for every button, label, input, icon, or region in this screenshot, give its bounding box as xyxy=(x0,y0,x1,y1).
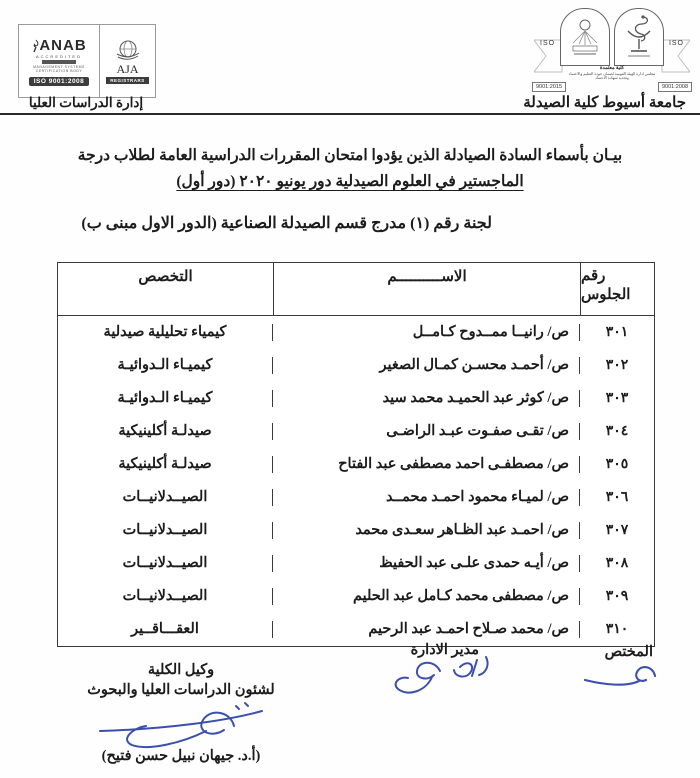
table-row xyxy=(58,580,654,613)
assiut-university-seal xyxy=(560,8,610,66)
aja-registrars-badge: REGISTRARS xyxy=(106,77,149,84)
statement-title-line2: الماجستير في العلوم الصيدلية دور يونيو ٢٠٢٠ (دور أول) xyxy=(176,173,524,190)
university-faculty-title: جامعة أسيوط كلية الصيدلة xyxy=(523,95,686,111)
table-row xyxy=(58,547,654,580)
vice-dean-name: (أ.د. جيهان نبيل حسن فتيح) xyxy=(101,748,261,764)
student-name: ص/ أيـه حمدى علـى عبد الحفيظ xyxy=(379,555,569,571)
seat-number: ٣٠٨ xyxy=(605,556,629,571)
iso-9001-badge: ISO 9001:2008 xyxy=(29,77,90,86)
table-row xyxy=(58,382,654,415)
vice-dean-block xyxy=(66,660,296,765)
table-row xyxy=(58,613,654,646)
iso-chips-row xyxy=(532,82,692,92)
student-name: ص/ أحمـد محسـن كمـال الصغير xyxy=(379,357,569,373)
student-name: ص/ تقـى صفـوت عبـد الراضـى xyxy=(386,423,569,439)
student-name: ص/ كوثر عبد الحميـد محمد سيد xyxy=(382,390,569,406)
bowl-of-hygieia-icon xyxy=(619,13,659,61)
specialization: الصيــدلانيــات xyxy=(122,522,208,538)
graduate-studies-department-title: إدارة الدراسات العليا xyxy=(28,95,144,110)
header-divider-line xyxy=(0,113,700,115)
seat-number: ٣٠٥ xyxy=(605,457,629,472)
seat-number-header: رقم الجلوس xyxy=(580,263,654,315)
specialist-signature-handwriting xyxy=(577,660,662,690)
globe-icon xyxy=(115,38,141,64)
emblem-small-text xyxy=(532,66,692,81)
committee-location-line: لجنة رقم (١) مدرج قسم الصيدلة الصناعية (الدور الاول مبنى ب) xyxy=(81,215,492,232)
specialization: كيميـاء الـدوائيـة xyxy=(117,357,213,373)
statement-title-line1: بيـان بأسماء السادة الصيادلة الذين يؤدوا امتحان المقررات الدراسية العامة لطلاب درجة xyxy=(77,147,623,164)
vice-dean-title-line2: لشئون الدراسات العليا والبحوث xyxy=(87,682,275,698)
anab-accredited-text: ACCREDITED xyxy=(35,53,82,59)
accredited-college-text: كلية معتمدة xyxy=(599,66,625,71)
iso-2008-chip: 9001:2008 xyxy=(658,82,692,92)
table-row xyxy=(58,316,654,349)
seat-number: ٣٠٣ xyxy=(605,391,629,406)
anab-wordmark: ANAB xyxy=(39,36,87,54)
iso-label-right: ISO xyxy=(668,40,684,47)
table-header-row xyxy=(58,263,654,316)
table-row xyxy=(58,481,654,514)
specialization-header: التخصص xyxy=(138,269,193,285)
seat-number: ٣٠٧ xyxy=(605,523,629,538)
vice-dean-signature-handwriting xyxy=(86,698,276,754)
anab-logo xyxy=(19,25,100,97)
table-row xyxy=(58,349,654,382)
iso-2015-chip: 9001:2015 xyxy=(532,82,566,92)
university-emblem xyxy=(532,4,692,96)
student-name: ص/ مصطفى محمد كـامل عبد الحليم xyxy=(352,588,569,604)
seat-number: ٣٠١ xyxy=(605,325,629,340)
accreditation-line1: مجلس ادارة الهيئة القومية لضمان جودة التعليم والاعتماد xyxy=(568,71,656,76)
vice-dean-title-line1: وكيل الكلية xyxy=(147,662,215,678)
student-name: ص/ مصطفـى احمد مصطفى عبد الفتاح xyxy=(338,456,569,472)
table-row xyxy=(58,415,654,448)
certification-logos-box xyxy=(18,24,156,98)
director-signature-handwriting xyxy=(380,652,510,707)
specialization: الصيــدلانيــات xyxy=(122,489,208,505)
seat-number: ٣٠٩ xyxy=(605,589,629,604)
student-name: ص/ احمـد عبد الظـاهر سعـدى محمد xyxy=(355,522,569,538)
specialist-label: المختص xyxy=(604,644,653,660)
anab-subtext-line2: CERTIFICATION BODY xyxy=(35,69,83,73)
name-header: الاســــــــــم xyxy=(273,263,580,315)
specialization: العقـــاقــير xyxy=(131,621,199,637)
specialization: صيدلـة أكلينيكية xyxy=(118,423,212,439)
director-label: مدير الادارة xyxy=(410,642,479,658)
aja-logo xyxy=(100,25,155,97)
pharmacy-seal xyxy=(614,8,664,66)
seat-number: ٣٠٦ xyxy=(605,490,629,505)
student-name: ص/ رانيــا ممــدوح كـامــل xyxy=(412,324,569,340)
table-row xyxy=(58,448,654,481)
accreditation-line2: وتجديد شهادة الاعتماد xyxy=(595,76,629,81)
aja-wordmark: AJA xyxy=(116,62,139,76)
seat-number: ٣٠٢ xyxy=(605,358,629,373)
iso-label-left: ISO xyxy=(540,40,556,47)
specialization: الصيــدلانيــات xyxy=(122,555,208,571)
student-name: ص/ محمد صـلاح احمـد عبد الرحيم xyxy=(368,621,569,637)
sun-rays-icon xyxy=(565,13,605,61)
table-row xyxy=(58,514,654,547)
specialization: صيدلـة أكلينيكية xyxy=(118,456,212,472)
specialization: الصيــدلانيــات xyxy=(122,588,208,604)
seat-number: ٣١٠ xyxy=(605,622,629,637)
student-name: ص/ لميـاء محمود احمـد محمــد xyxy=(385,489,569,505)
seat-number: ٣٠٤ xyxy=(605,424,629,439)
anab-divider-bar xyxy=(42,60,76,64)
specialization: كيمياء تحليلية صيدلية xyxy=(103,324,227,340)
exam-roster-table xyxy=(57,262,655,647)
specialization: كيميـاء الـدوائيـة xyxy=(117,390,213,406)
anab-subtext-line1: MANAGEMENT SYSTEMS xyxy=(33,64,85,69)
emblem-arches xyxy=(560,8,664,66)
